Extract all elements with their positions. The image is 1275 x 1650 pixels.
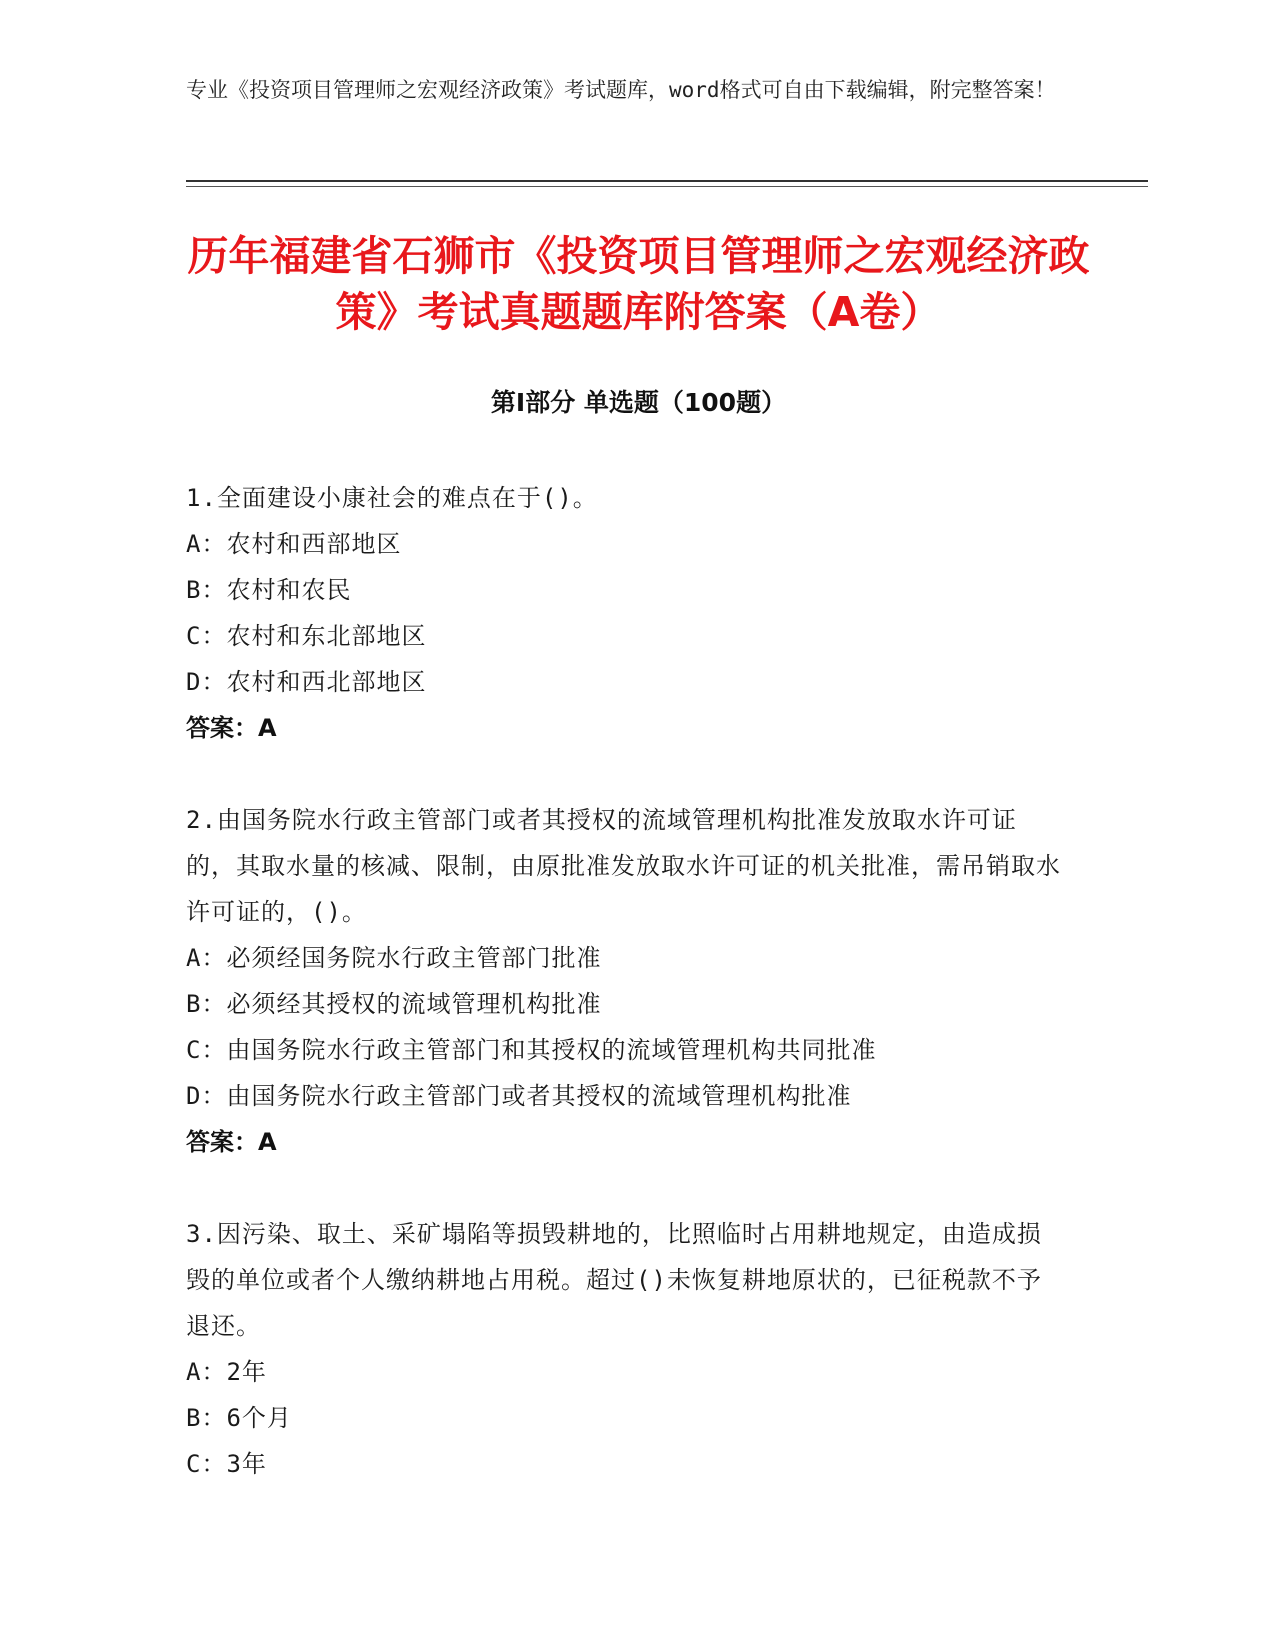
section-title: 第Ⅰ部分 单选题（100题）	[490, 388, 787, 417]
header-divider-thick	[186, 180, 1148, 182]
question-stem: 1.全面建设小康社会的难点在于()。	[186, 484, 598, 512]
option-a: A：必须经国务院水行政主管部门批准	[186, 944, 602, 972]
option-d: D：由国务院水行政主管部门或者其授权的流域管理机构批准	[186, 1082, 852, 1110]
option-b: B：6个月	[186, 1404, 292, 1432]
option-c: C：3年	[186, 1450, 267, 1478]
question-stem: 2.由国务院水行政主管部门或者其授权的流域管理机构批准发放取水许可证的，其取水量的核减、限制，由原批准发放取水许可证的机关批准，需吊销取水许可证的，()。	[186, 806, 1061, 926]
option-b: B：必须经其授权的流域管理机构批准	[186, 990, 602, 1018]
option-c: C：由国务院水行政主管部门和其授权的流域管理机构共同批准	[186, 1036, 877, 1064]
question-list	[186, 475, 1066, 1533]
question-answer: 答案：A	[186, 1128, 277, 1156]
question-2	[186, 797, 1066, 1165]
document-title: 历年福建省石狮市《投资项目管理师之宏观经济政策》考试真题题库附答案（A卷）	[187, 232, 1090, 336]
header-note: 专业《投资项目管理师之宏观经济政策》考试题库，word格式可自由下载编辑，附完整答案！	[186, 78, 1056, 102]
option-a: A：2年	[186, 1358, 267, 1386]
option-c: C：农村和东北部地区	[186, 622, 427, 650]
header-divider-thin	[186, 186, 1148, 187]
question-1	[186, 475, 1066, 751]
option-b: B：农村和农民	[186, 576, 352, 604]
option-d: D：农村和西北部地区	[186, 668, 427, 696]
option-a: A：农村和西部地区	[186, 530, 402, 558]
question-stem: 3.因污染、取土、采矿塌陷等损毁耕地的，比照临时占用耕地规定，由造成损毁的单位或者个人缴纳耕地占用税。超过()未恢复耕地原状的，已征税款不予退还。	[186, 1220, 1042, 1340]
question-3	[186, 1211, 1066, 1487]
question-answer: 答案：A	[186, 714, 277, 742]
